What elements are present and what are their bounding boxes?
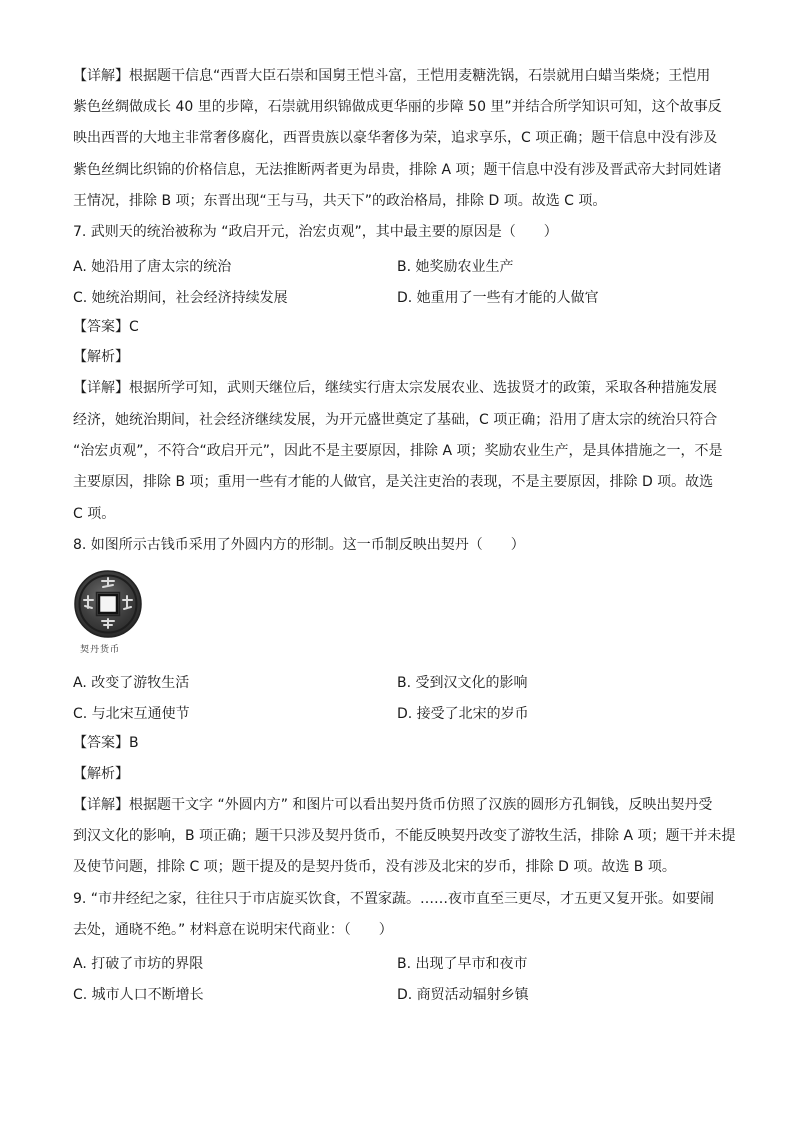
text-line: 经济，她统治期间，社会经济继续发展，为开元盛世奠定了基础，C 项正确；沿用了唐太宗的统治只符合 — [73, 412, 718, 428]
text-line: 紫色丝绸做成长 40 里的步障，石崇就用织锦做成更华丽的步障 50 里”并结合所学知识可知，这个故事反 — [73, 99, 722, 115]
question-9-option-d: D. 商贸活动辐射乡镇 — [397, 987, 529, 1003]
question-9-option-b: B. 出现了早市和夜市 — [397, 956, 528, 972]
question-8-option-a: A. 改变了游牧生活 — [73, 675, 190, 691]
question-8-option-d: D. 接受了北宋的岁币 — [397, 706, 529, 722]
question-8-stem: 8. 如图所示古钱币采用了外圆内方的形制。这一币制反映出契丹（ ） — [73, 537, 525, 553]
question-7-answer: 【答案】C — [73, 319, 139, 335]
text-line: C 项。 — [73, 506, 116, 522]
text-line: 及使节问题，排除 C 项；题干提及的是契丹货币，没有涉及北宋的岁币，排除 D 项。故选 B 项。 — [73, 859, 676, 875]
text-line: 到汉文化的影响，B 项正确；题干只涉及契丹货币，不能反映契丹改变了游牧生活，排除 A 项；题干并未提 — [73, 828, 736, 844]
text-line: 【详解】根据所学可知，武则天继位后，继续实行唐太宗发展农业、选拔贤才的政策，采取各种措施发展 — [73, 380, 717, 396]
question-7-option-b: B. 她奖励农业生产 — [397, 259, 514, 275]
question-8-option-c: C. 与北宋互通使节 — [73, 706, 190, 722]
question-7-stem: 7. 武则天的统治被称为 “政启开元，治宏贞观”，其中最主要的原因是（ ） — [73, 224, 558, 240]
question-8-answer: 【答案】B — [73, 735, 139, 751]
question-7-option-a: A. 她沿用了唐太宗的统治 — [73, 259, 232, 275]
question-7-option-c: C. 她统治期间，社会经济持续发展 — [73, 290, 288, 306]
question-9-option-c: C. 城市人口不断增长 — [73, 987, 204, 1003]
question-8-analysis-label: 【解析】 — [73, 766, 129, 782]
khitan-coin-icon — [73, 569, 143, 639]
question-8-option-b: B. 受到汉文化的影响 — [397, 675, 528, 691]
question-9-stem: 9. “市井经纪之家，往往只于市店旋买饮食，不置家蔬。……夜市直至三更尽，才五更又复开张。如要闹 — [73, 891, 715, 907]
text-line: 【详解】根据题干文字 “外圆内方” 和图片可以看出契丹货币仿照了汉族的圆形方孔铜钱，反映出契丹受 — [73, 797, 713, 813]
text-line: 主要原因，排除 B 项；重用一些有才能的人做官，是关注吏治的表现，不是主要原因，排除 D 项。故选 — [73, 474, 714, 490]
text-line: “治宏贞观”，不符合“政启开元”，因此不是主要原因，排除 A 项；奖励农业生产，是具体措施之一，不是 — [73, 443, 723, 459]
question-9-stem-cont: 去处，通晓不绝。” 材料意在说明宋代商业：（ ） — [73, 922, 393, 938]
question-7-analysis-label: 【解析】 — [73, 349, 129, 365]
coin-caption: 契丹货币 — [80, 645, 121, 655]
text-line: 王情况，排除 B 项；东晋出现“王与马，共天下”的政治格局，排除 D 项。故选 C 项。 — [73, 193, 607, 209]
text-line: 【详解】根据题干信息“西晋大臣石崇和国舅王恺斗富，王恺用麦糖洗锅，石崇就用白蜡当柴烧；王恺用 — [73, 68, 711, 84]
text-line: 紫色丝绸比织锦的价格信息，无法推断两者更为昂贵，排除 A 项；题干信息中没有涉及晋武帝大封同姓诸 — [73, 162, 722, 178]
question-9-option-a: A. 打破了市坊的界限 — [73, 956, 204, 972]
question-7-option-d: D. 她重用了一些有才能的人做官 — [397, 290, 599, 306]
text-line: 映出西晋的大地主非常奢侈腐化，西晋贵族以豪华奢侈为荣，追求享乐，C 项正确；题干信息中没有涉及 — [73, 130, 718, 146]
